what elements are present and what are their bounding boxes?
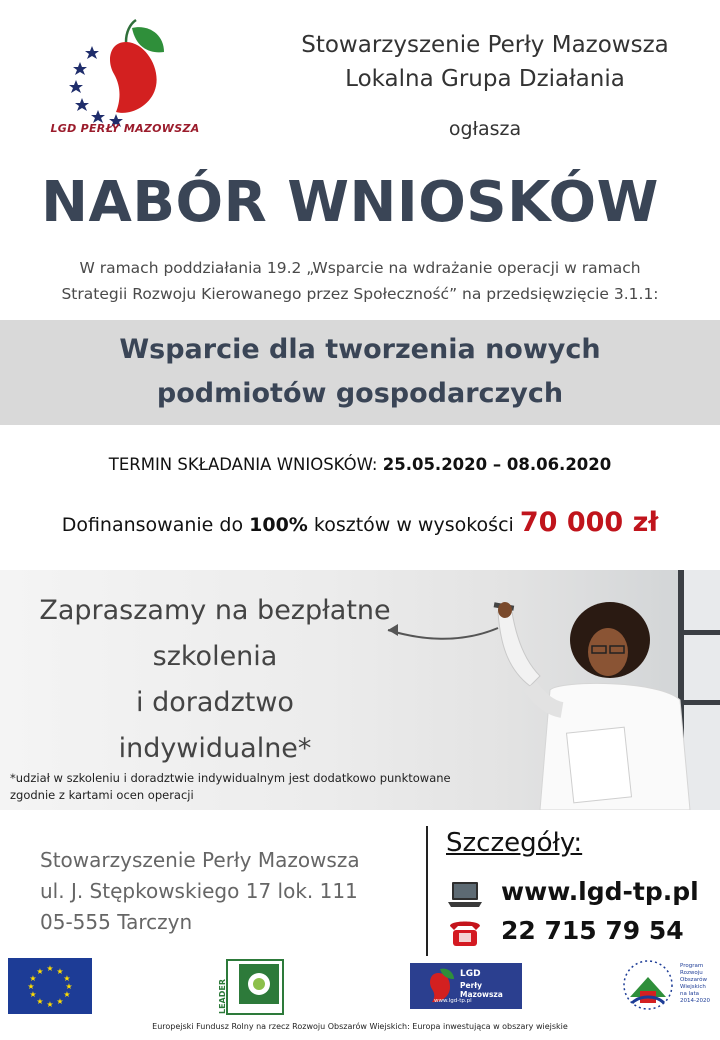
deadline-text: [0, 455, 720, 474]
footnote-line-2: zgodnie z kartami ocen operacji: [10, 788, 194, 802]
org-line-1: Stowarzyszenie Perły Mazowsza: [301, 32, 669, 58]
funding-amount: 70 000 zł: [519, 507, 659, 538]
deadline-dates: 25.05.2020 – 08.06.2020: [382, 455, 612, 474]
divider-line: [426, 826, 428, 956]
svg-text:★: ★: [63, 990, 71, 999]
address-line-3: 05-555 Tarczyn: [40, 910, 193, 934]
intro-line-2: Strategii Rozwoju Kierowanego przez Społeczność” na przedsięwzięcie 3.1.1:: [61, 285, 659, 303]
address-block: [40, 845, 420, 938]
prow-line-1: Program: [680, 963, 704, 969]
svg-text:★: ★: [29, 990, 37, 999]
prow-line-3: Obszarów: [680, 977, 707, 983]
funding-middle: kosztów w wysokości: [307, 514, 520, 536]
svg-text:★: ★: [56, 967, 64, 976]
deadline-label: TERMIN SKŁADANIA WNIOSKÓW:: [108, 455, 383, 474]
prow-emblem-icon: [620, 957, 676, 1013]
svg-text:★: ★: [36, 967, 44, 976]
lgd-small-site: www.lgd-tp.pl: [434, 998, 472, 1004]
footnote-line-1: *udział w szkoleniu i doradztwie indywidualnym jest dodatkowo punktowane: [10, 771, 451, 785]
lgd-small-subtitle: Perły Mazowsza: [460, 981, 503, 999]
laptop-icon: [446, 879, 484, 909]
svg-text:★: ★: [46, 1000, 54, 1009]
invite-line-2: szkolenia: [152, 641, 278, 672]
svg-text:★: ★: [65, 982, 73, 991]
footnote-text: [10, 770, 530, 804]
invite-line-3: i doradztwo: [136, 687, 294, 718]
svg-text:★: ★: [36, 997, 44, 1006]
invite-line-4: indywidualne*: [118, 733, 312, 764]
website-link[interactable]: www.lgd-tp.pl: [501, 877, 699, 906]
website-row: [446, 877, 716, 911]
intro-text: [20, 255, 700, 307]
svg-text:★: ★: [27, 982, 35, 991]
intro-line-1: W ramach poddziałania 19.2 „Wsparcie na wdrażanie operacji w ramach: [79, 259, 641, 277]
lgd-small-logo: [410, 963, 522, 1009]
invite-line-1: Zapraszamy na bezpłatne: [39, 595, 391, 626]
measure-title-line-1: Wsparcie dla tworzenia nowych: [119, 334, 601, 365]
prow-line-5: na lata 2014-2020: [680, 991, 710, 1004]
prow-logo: [620, 955, 715, 1015]
announces-text: ogłasza: [448, 118, 522, 140]
telephone-icon: [446, 918, 484, 948]
phone-row: [446, 916, 716, 950]
funding-prefix: Dofinansowanie do: [61, 514, 250, 536]
prow-text: [680, 963, 715, 1005]
pearl-pepper-shape: [110, 42, 157, 113]
org-line-2: Lokalna Grupa Działania: [345, 66, 625, 92]
eu-flag-icon: [8, 958, 92, 1014]
svg-text:★: ★: [56, 997, 64, 1006]
funding-percent: 100%: [249, 514, 308, 536]
lgd-small-title: LGD: [460, 969, 481, 979]
prow-line-4: Wiejskich: [680, 984, 706, 990]
page-title: NABÓR WNIOSKÓW: [41, 170, 659, 235]
svg-text:★: ★: [63, 974, 71, 983]
prow-line-2: Rozwoju: [680, 970, 703, 976]
logo-caption: LGD PERŁY MAZOWSZA: [50, 122, 200, 135]
leader-label: LEADER: [218, 978, 227, 1014]
phone-number[interactable]: 22 715 79 54: [501, 916, 684, 945]
invitation-text: [20, 588, 410, 772]
measure-title-line-2: podmiotów gospodarczych: [156, 378, 564, 409]
address-line-2: ul. J. Stępkowskiego 17 lok. 111: [40, 879, 358, 903]
bottom-caption: Europejski Fundusz Rolny na rzecz Rozwoju Obszarów Wiejskich: Europa inwestująca w obszary wiejskie: [152, 1022, 568, 1031]
svg-text:★: ★: [29, 974, 37, 983]
organization-name: [250, 28, 720, 96]
address-line-1: Stowarzyszenie Perły Mazowsza: [40, 848, 360, 872]
details-heading: Szczegóły:: [446, 828, 583, 858]
measure-title: [40, 328, 680, 416]
funding-text: [0, 507, 720, 538]
svg-text:★: ★: [46, 964, 54, 973]
